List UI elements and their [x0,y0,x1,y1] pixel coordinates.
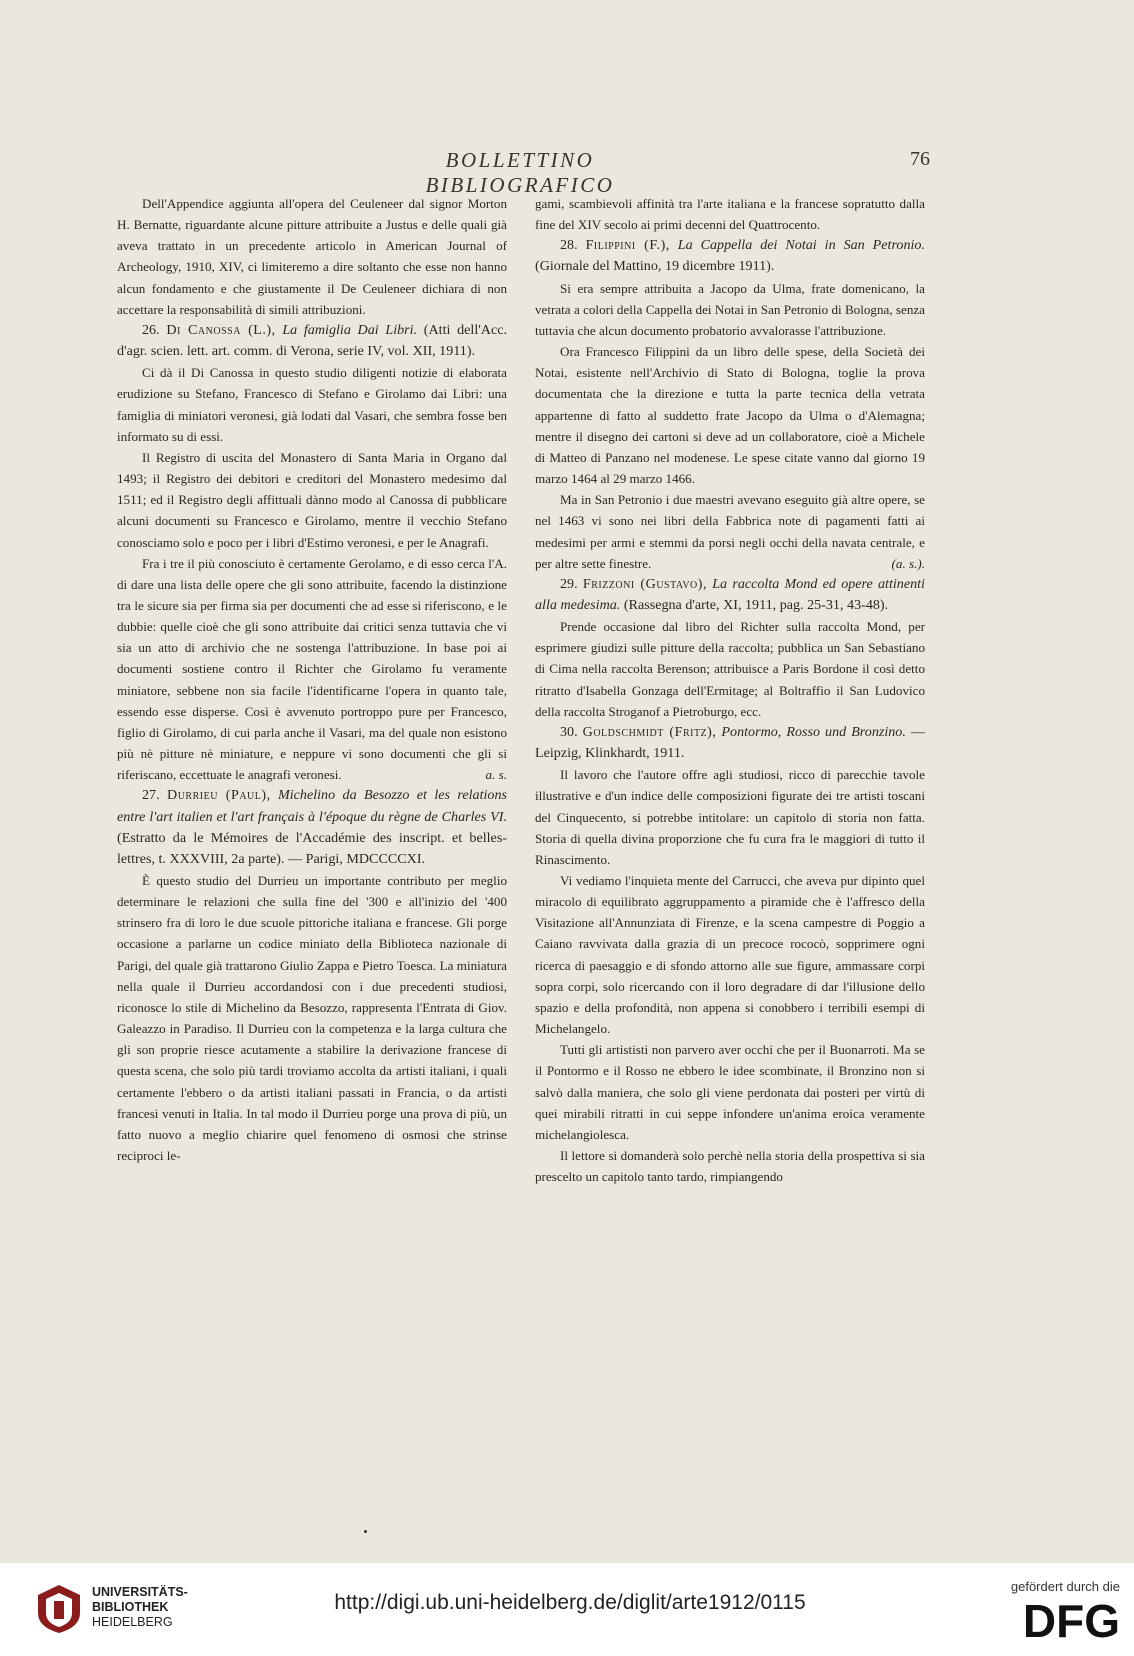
entry-details: — Leipzig, Klinkhardt, 1911. [535,723,926,762]
review-paragraph [535,1039,925,1145]
entry-number: 26. [142,321,160,338]
bibliography-entry [535,235,925,277]
entry-title: La famiglia Dai Libri. [282,321,418,338]
dfg-logo-icon[interactable] [1005,1597,1120,1641]
entry-number: 30. [560,723,578,740]
entry-details: (Estratto da le Mémoires de l'Accadémie des inscript. et belles-lettres, t. XXXVIII, 2a parte). — Parigi, MDCCCCXI. [117,829,507,867]
review-paragraph [535,193,925,235]
review-paragraph [117,447,507,553]
paragraph-text: Si era sempre attribuita a Jacopo da Ulma, frate domenicano, la vetrata a colori della Cappella dei Notai in San Petronio di Bologna, senza tuttavia che alcun documento probatorio avvalorasse l'attribuzione. [535,280,925,338]
review-paragraph [535,489,925,574]
permalink-url[interactable]: http://digi.ub.uni-heidelberg.de/diglit/arte1912/0115 [334,1591,806,1614]
library-name[interactable] [92,1585,188,1630]
entry-number: 27. [142,787,160,804]
review-paragraph [535,278,925,341]
entry-details: (Atti dell'Acc. d'agr. scien. lett. art. comm. di Verona, serie IV, vol. XII, 1911). [117,321,507,360]
paragraph-text: Vi vediamo l'inquieta mente del Carrucci, che aveva pur dipinto quel miracolo di equilibrato aggruppamento a piramide che è l'affresco della Visitazione all'Annunziata di Firenze, e la scena campestre di Poggio a Caiano ravvivata dalla grazia di un precoce rococò, sopprimere ogni ricerca di paesaggio e di sfondo attorno alle sue figure, ammassare corpi sopra corpi, solo ricercando con il loro degradare di dar l'illusione dello spazio e della profondità, non appena si conobbero i terribili esempi di Michelangelo. [535,873,925,1037]
paragraph-text: Il Registro di uscita del Monastero di Santa Maria in Organo dal 1493; il Registro dei debitori e creditori del Monastero medesimo dal 1511; ed il Registro degli affittuali dànno modo al Canossa di pubblicare alcuni documenti su Francesco e Girolamo, mentre il vecchio Stefano conosciamo solo e poco per i libri d'Estimo veronesi, e per le Anagrafi. [117,449,507,550]
review-paragraph [535,764,925,870]
page-speck [364,1530,367,1533]
viewer-footer [0,1563,1134,1656]
bibliography-entry [535,722,925,764]
paragraph-text: Ci dà il Di Canossa in questo studio diligenti notizie di elaborata erudizione su Stefano, Francesco di Stefano e Girolamo dai Libri: una famiglia di miniatori veronesi, già lodati dal Vasari, che sembra fosse ben informato su di essi. [117,365,507,444]
review-paragraph [117,193,507,320]
dfg-logo-text: DFG [1022,1597,1120,1641]
paragraph-text: Fra i tre il più conosciuto è certamente Gerolamo, e di esso cerca l'A. di dare una lista delle opere che gli sono attribuite, facendo la distinzione tra le sicure sia per firma sia per documenti che ad esse si riferiscono, e le dubbie: quelle cioè che gli sono attribuite dai critici senza tuttavia che vi sia un atto di archivio che ne sostenga l'attribuzione. In base poi ai documenti sostiene contro il Richter che Girolamo fu veramente miniatore, sebbene non sia facile l'identificarne l'opera in quanto tale, essendo esse disperse. Così è avvenuto portroppo pure per Francesco, figlio di Girolamo, di cui parla anche il Vasari, ma del quale non esistono più nè pitture nè miniature, e neppure vi sono documenti che gli si riferiscano, eccettuate le anagrafi veronesi. [117,555,507,783]
bibliography-entry [535,574,925,616]
entry-number: 28. [560,237,578,254]
entry-author: Durrieu (Paul), [167,787,271,804]
paragraph-text: Il lavoro che l'autore offre agli studiosi, ricco di parecchie tavole illustrative e d'un indice delle composizioni figurate dei tre artisti toscani del Cinquecento, si potrebbe intitolare: un capitolo di storia non fatta. Storia di quella divina proporzione che fu cura fra le maggiori di tutto il Rinascimento. [535,767,925,867]
review-paragraph [117,362,507,447]
entry-title: Pontormo, Rosso und Bronzino. [721,723,906,740]
paragraph-text: Il lettore si domanderà solo perchè nella storia della prospettiva si sia prescelto un capitolo tanto tardo, rimpiangendo [535,1148,925,1185]
entry-title: La raccolta Mond ed opere attinenti alla medesima. [535,575,925,613]
entry-author: Filippini (F.), [585,237,670,254]
reviewer-initials: a. s. [485,767,507,783]
review-paragraph [535,341,925,489]
bibliography-entry [117,320,507,362]
paragraph-text: È questo studio del Durrieu un importante contributo per meglio determinare le relazioni che sulla fine del '300 e all'inizio del '400 strinsero fra di loro le due scuole pittoriche italiana e francese. Gli porge occasione a parlarne un codice miniato della Biblioteca nazionale di Parigi, del quale già trattarono Giulio Zappa e Pietro Toesca. La miniatura nella quale il Durrieu accordandosi con i due precedenti studiosi, riconosce lo stile di Michelino da Besozzo, rappresenta l'Entrata di Giov. Galeazzo in Paradiso. Il Durrieu con la competenza e la larga cultura che gli son proprie riesce acutamente a stabilire la derivazione francese di questa scena, che solo più tardi troviamo accolta da artisti italiani, i quali certamente l'ebbero o da artisti italiani passati in Francia, o da artisti francesi venuti in Italia. In tal modo il Durrieu porge una prova di più, un fatto nuovo a meglio chiarire quel fenomeno di osmosi che strinse reciproci le- [117,873,507,1164]
paragraph-text: Dell'Appendice aggiunta all'opera del Ceuleneer dal signor Morton H. Bernatte, riguardante alcune pitture attribuite a Justus e delle quali già aveva trattato in un precedente articolo in American Journal of Archeology, 1910, XIV, ci limiteremo a dire soltanto che esse non hanno alcun fondamento e che giustamente il De Ceuleneer dichiara di non accettare la responsabilità di simili attribuzioni. [117,196,507,317]
running-title: BOLLETTINO BIBLIOGRAFICO [425,148,615,197]
entry-author: Goldschmidt (Fritz), [582,723,717,740]
reviewer-initials: (a. s.). [891,555,925,571]
entry-title: Michelino da Besozzo et les relations entre l'art italien et l'art français à l'époque du règne de Charles VI. [117,787,507,825]
paragraph-text: Ora Francesco Filippini da un libro delle spese, della Società dei Notai, esistente nell'Archivio di Stato di Bologna, toglie la prova documentata che la direzione e tutta la parte tecnica della vetrata appartenne di fatto al suddetto frate Jacopo da Ulma o d'Alemagna; mentre il disegno dei cartoni si deve ad un collaboratore, cioè a Michele di Matteo di Panzano nel modenese. Le spese citate vanno dal giorno 19 marzo 1464 al 29 marzo 1466. [535,344,925,487]
entry-author: Frizzoni (Gustavo), [582,575,707,592]
funding-text: gefördert durch die [1010,1579,1120,1594]
library-name-line2: BIBLIOTHEK [92,1600,169,1614]
page-number: 76 [910,148,930,170]
library-name-line3: HEIDELBERG [92,1615,173,1629]
right-column [535,193,925,1187]
paragraph-text: gami, scambievoli affinità tra l'arte italiana e la francese sopratutto dalla fine del XIV secolo ai primi decenni del Quattrocento. [535,196,925,233]
entry-details: (Giornale del Mattino, 19 dicembre 1911). [535,258,775,275]
review-paragraph [117,553,507,786]
review-paragraph [535,616,925,722]
paragraph-text: Prende occasione dal libro del Richter sulla raccolta Mond, per esprimere giudizi sulle pitture della raccolta; pubblica un San Sebastiano di Cima nella raccolta Berenson; attribuisce a Paris Bordone il così detto ritratto d'Isabella Gonzaga dell'Ermitage; al Boltraffio il San Ludovico della raccolta Stroganof a Pietroburgo, ecc. [535,619,925,719]
university-seal-icon[interactable] [36,1583,82,1635]
paragraph-text: Tutti gli artististi non parvero aver occhi che per il Buonarroti. Ma se il Pontormo e il Rosso ne ebbero le idee scombinate, il Bronzino non si salvò dalla maniera, che solo gli viene perdonata dai posteri per virtù di quei mirabili ritratti in cui seppe infondere un'anima eroica veramente michelangiolesca. [535,1042,925,1142]
entry-details: (Rassegna d'arte, XI, 1911, pag. 25-31, 43-48). [623,596,889,613]
page-header [0,148,1134,197]
entry-author: Di Canossa (L.), [166,321,276,338]
review-paragraph [535,1145,925,1187]
bibliography-entry [117,785,507,870]
library-name-line1: UNIVERSITÄTS- [92,1585,188,1599]
entry-number: 29. [560,575,578,592]
entry-title: La Cappella dei Notai in San Petronio. [677,237,925,254]
paragraph-text: Ma in San Petronio i due maestri avevano eseguito già altre opere, se nel 1463 vi sono nei libri della Fabbrica note di pagamenti fatti ai medesimi per armi e stemmi da porsi negli occhi della navata centrale, e per altre sette finestre. [535,492,925,571]
review-paragraph [535,870,925,1039]
review-paragraph [117,870,507,1166]
left-column [117,193,507,1166]
